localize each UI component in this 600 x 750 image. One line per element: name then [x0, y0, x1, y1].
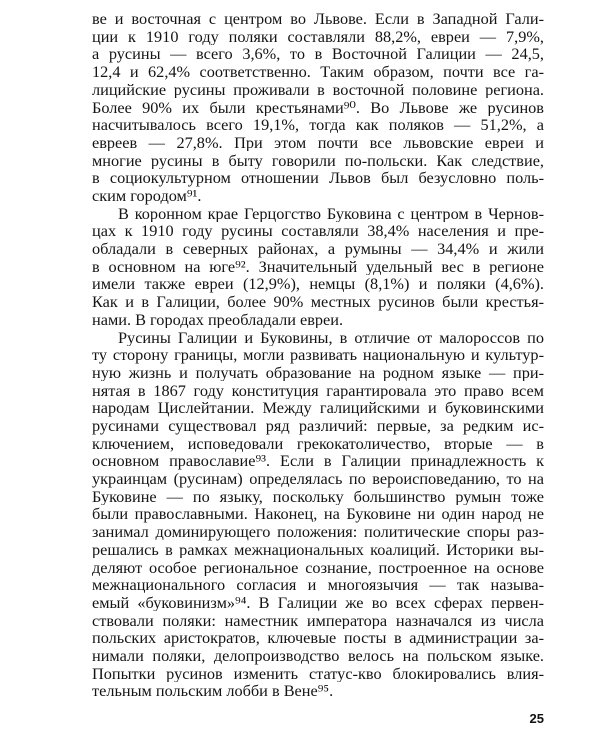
text-line-4: 12,4 и 62,4% соответственно. Таким образом, почти все га- [92, 63, 544, 81]
text-line-35: ствовали поляки: наместник императора назначался из числа [92, 611, 544, 630]
text-line-26: основном православие⁹³. Если в Галиции принадлежность к [92, 452, 544, 470]
text-line-38: Попытки русинов изменить статус-кво блокировались влия- [92, 664, 544, 683]
text-line-9: многие русины в быту говорили по-польски. Как следствие, [92, 151, 544, 170]
text-line-28: Буковине — по языку, поскольку большинство румын тоже [92, 487, 544, 506]
text-line-17: Как и в Галиции, более 90% местных русинов были крестья- [92, 293, 544, 311]
text-line-27: украинцам (русинам) определялась по вероисповеданию, то на [92, 470, 544, 488]
text-line-22: нятая в 1867 году конституция гарантировала это право всем [92, 381, 544, 400]
text-line-19: Русины Галиции и Буковины, в отличие от малороссов по [118, 328, 544, 347]
text-line-33: межнационального согласия и многоязычия — так называ- [92, 576, 544, 594]
text-line-36: польских аристократов, ключевые посты в администрации за- [92, 629, 544, 647]
text-line-6: Более 90% их были крестьянами⁹⁰. Во Львове же русинов [92, 98, 544, 117]
text-line-10: в социокультурном отношении Львов был безусловно поль- [92, 169, 544, 187]
text-line-20: ту сторону границы, могли развивать национальную и культур- [92, 346, 544, 364]
text-line-5: лицийские русины проживали в восточной половине региона. [92, 80, 544, 99]
text-line-15: в основном на юге⁹². Значительный удельный вес в регионе [92, 257, 544, 276]
text-line-37: нимали поляки, делопроизводство велось на польском языке. [92, 646, 544, 665]
text-line-18: нами. В городах преобладали евреи. [92, 310, 344, 329]
text-line-31: решались в рамках межнациональных коалиций. Историки вы- [92, 540, 544, 559]
text-line-21: ную жизнь и получать образование на родном языке — при- [92, 363, 544, 382]
text-line-16: имели также евреи (12,9%), немцы (8,1%) и поляки (4,6%). [92, 275, 544, 294]
text-line-13: цах к 1910 году русины составляли 38,4% населения и пре- [92, 222, 544, 240]
text-line-2: ции к 1910 году поляки составляли 88,2%, евреи — 7,9%, [92, 27, 544, 46]
text-line-3: а русины — всего 3,6%, то в Восточной Галиции — 24,5, [92, 45, 544, 64]
text-line-23: народам Цислейтании. Между галицийскими и буковинскими [92, 399, 544, 417]
text-line-11: ским городом⁹¹. [92, 186, 202, 205]
text-line-39: тельным польским лобби в Вене⁹⁵. [92, 682, 334, 700]
text-line-1: ве и восточная с центром во Львове. Если в Западной Гали- [92, 10, 544, 28]
text-line-32: деляют особое региональное сознание, построенное на основе [92, 558, 544, 577]
text-line-34: емый «буковинизм»⁹⁴. В Галиции же во всех сферах первен- [92, 593, 544, 612]
text-line-29: были православными. Наконец, на Буковине ни один народ не [92, 505, 544, 524]
text-line-24: русинами существовал ряд различий: первые, за редким ис- [92, 416, 544, 435]
text-line-8: евреев — 27,8%. При этом почти все львовские евреи и [92, 133, 544, 152]
text-line-30: занимал доминирующего положения: политические споры раз- [92, 523, 544, 541]
text-line-12: В коронном крае Герцогство Буковина с центром в Чернов- [118, 204, 544, 223]
text-line-14: обладали в северных районах, а румыны — 34,4% и жили [92, 240, 544, 258]
page-number: 25 [529, 711, 544, 726]
text-line-25: ключением, исповедовали грекокатоличество, вторые — в [92, 434, 544, 453]
text-line-7: насчитывалось всего 19,1%, тогда как поляков — 51,2%, а [92, 116, 544, 134]
